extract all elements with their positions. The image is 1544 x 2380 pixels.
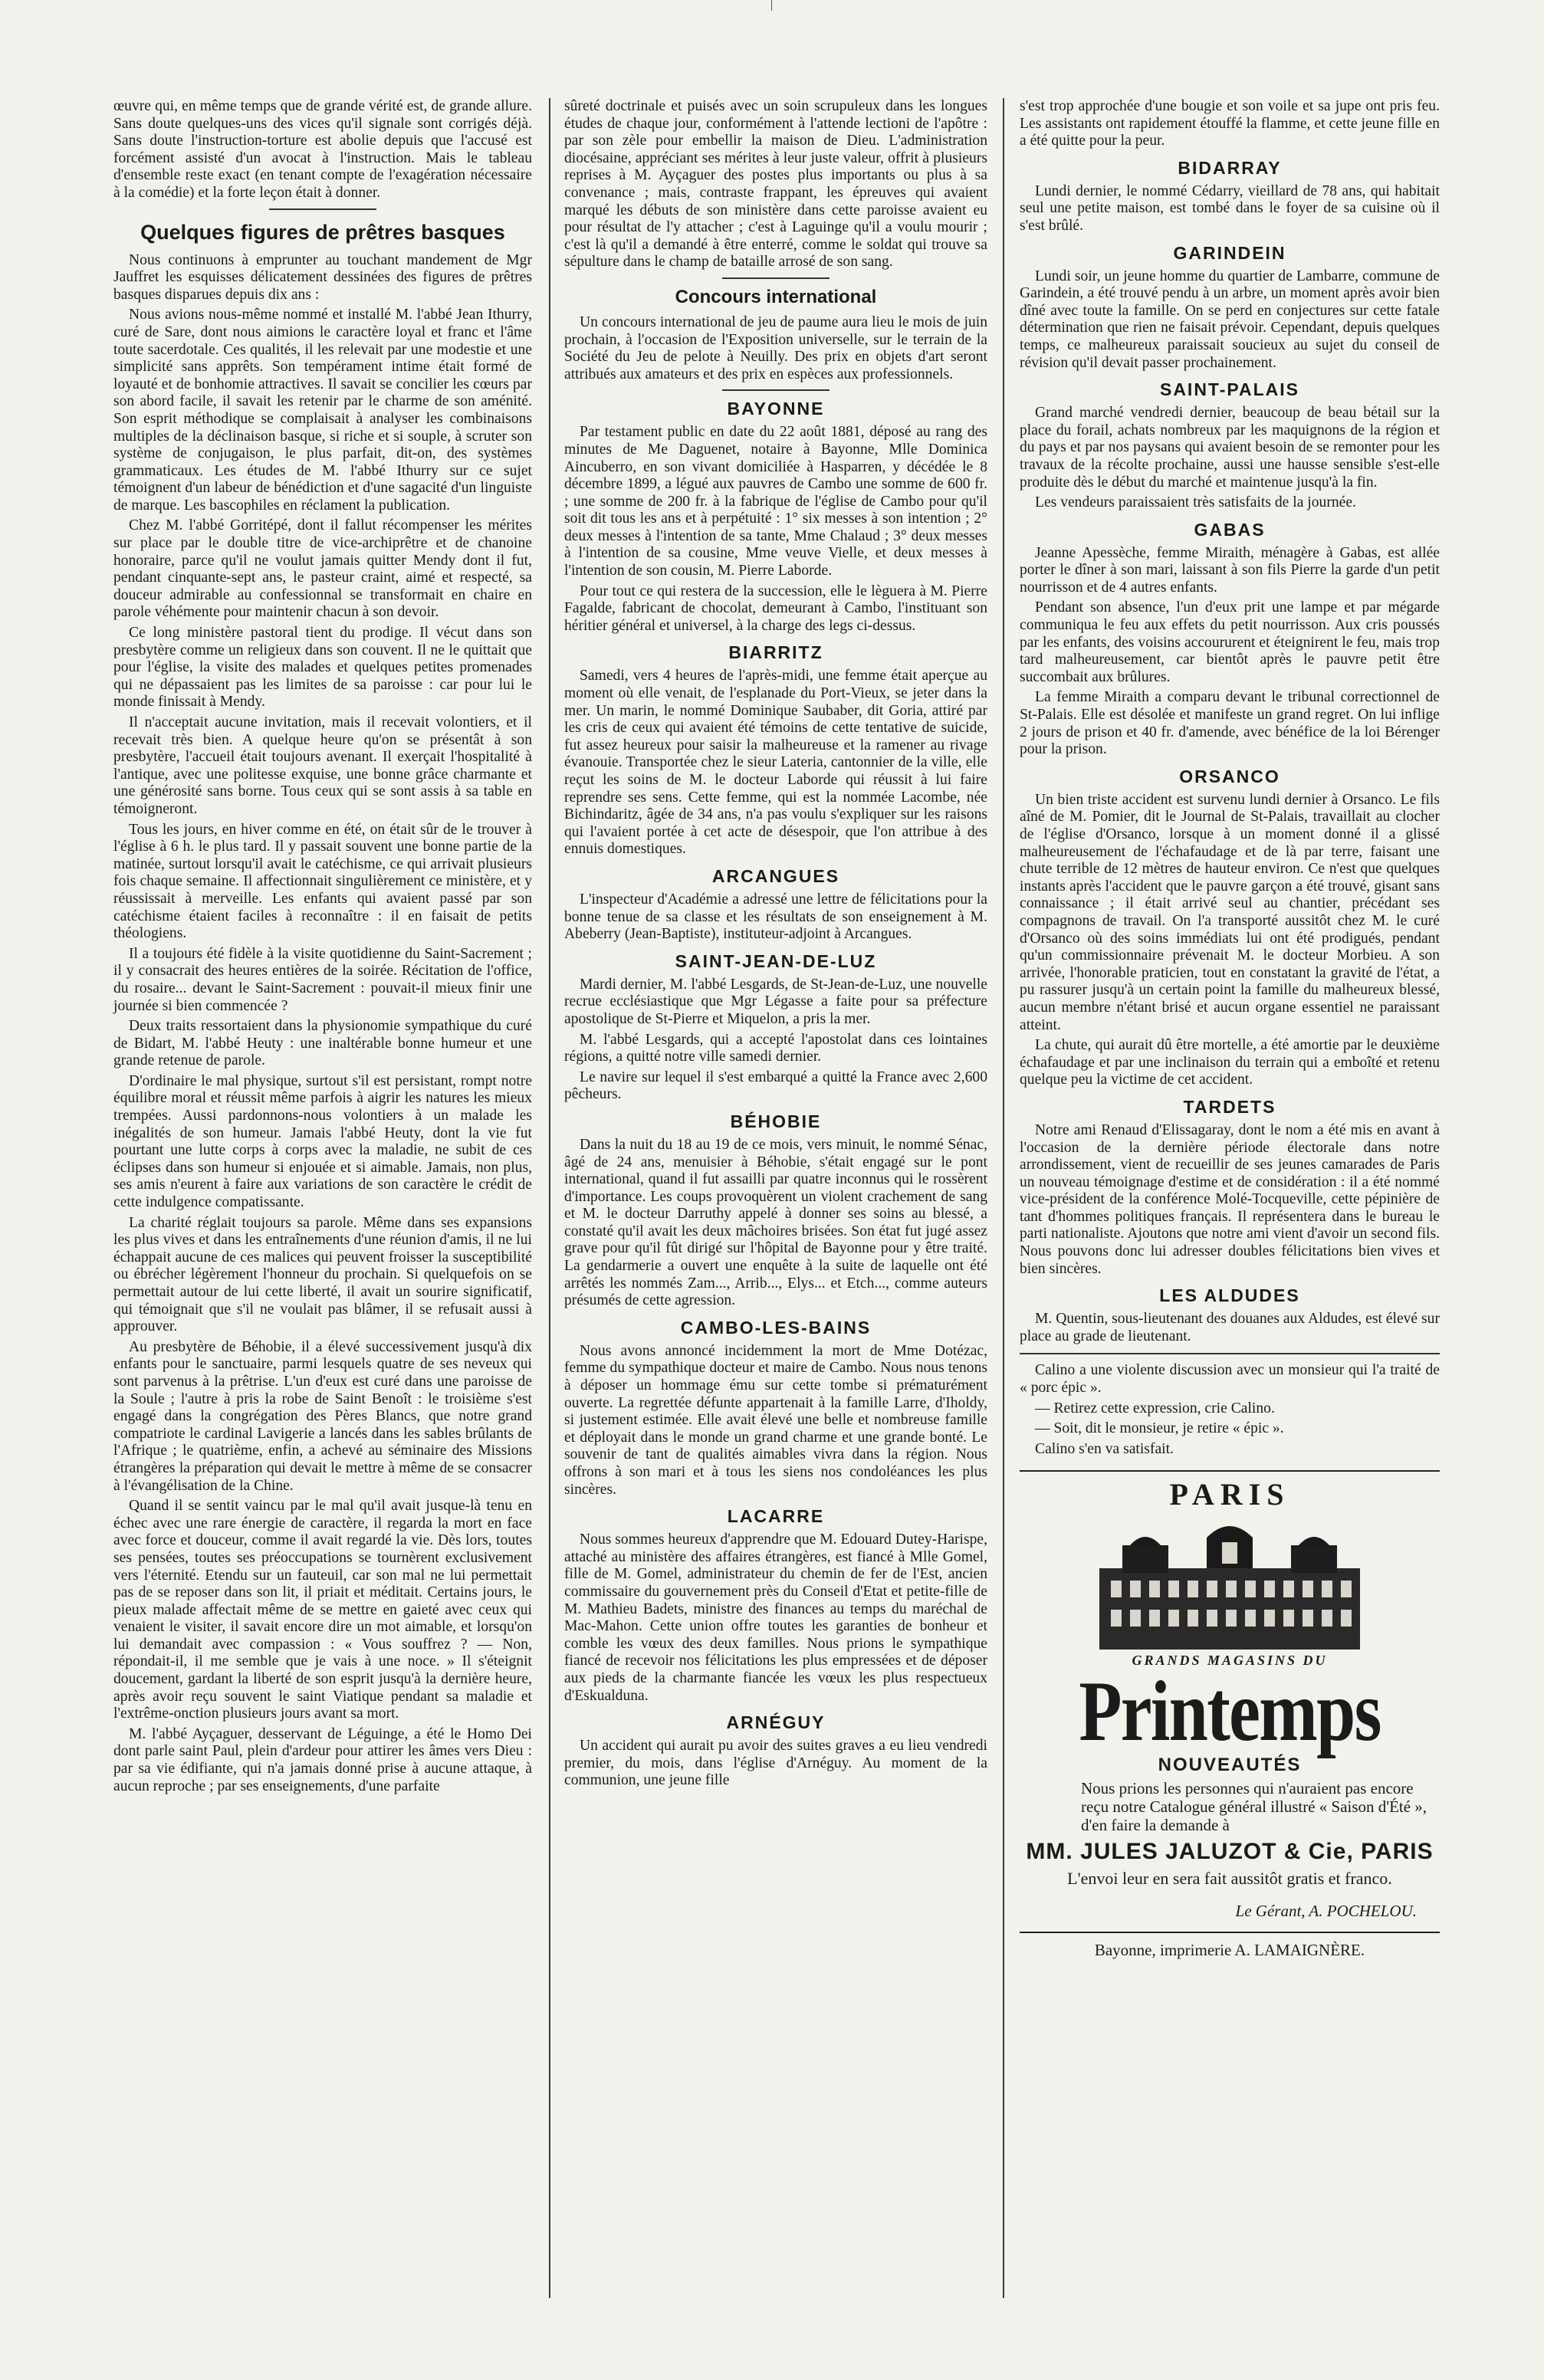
town-heading: SAINT-JEAN-DE-LUZ <box>675 950 877 971</box>
news-paragraph: Par testament public en date du 22 août 1881, déposé au rang des minutes de Me Daguenet, notaire à Bayonne, Mlle Dominica Aincuberro, en son vivant domiciliée à Hasparren, y décédée le 8 décembre 1899, a légué aux pauvres de Cambo une somme de 600 fr. ; une somme de 200 fr. à la fabrique de l'église de Cambo pour qu'il soit dit tous les ans et à perpétuité : 1° six messes à son intention ; 2° deux messes à l'intention de sa tante, Mme Chalaud ; 3° deux messes à l'intention de sa cousine, Mme veuve Vielle, et deux messes à l'intention de son cousin, M. Pierre Laborde. <box>564 424 987 579</box>
news-item <box>564 1712 987 1790</box>
ad-nouveautes: NOUVEAUTÉS <box>1158 1755 1302 1776</box>
town-heading: BIDARRAY <box>1178 157 1282 178</box>
town-heading: ARCANGUES <box>711 865 840 886</box>
column-2 <box>564 98 987 1793</box>
article-paragraph: Ce long ministère pastoral tient du prodige. Il vécut dans son presbytère comme un religieux dans son couvent. Il ne le quittait que pour l'église, la visite des malades et quelques petites promenades qui ne dépassaient pas les limites de sa paroisse : car pour lui le monde finissait à Mendy. <box>113 625 532 711</box>
town-heading: BAYONNE <box>727 399 825 419</box>
news-item <box>1020 158 1440 235</box>
concours-text: Un concours international de jeu de paume aura lieu le mois de juin prochain, à l'occasion de l'Exposition universelle, sur le terrain de la Société du Jeu de pelote à Neuilly. Des prix en objets d'art seront attribués aux amateurs et des prix en espèces aux professionnels. <box>564 314 987 382</box>
news-item <box>564 951 987 1104</box>
news-paragraph: Dans la nuit du 18 au 19 de ce mois, vers minuit, le nommé Sénac, âgé de 24 ans, menuisier à Béhobie, s'était engagé sur le pont international, quand il fut assailli par quatre inconnus qui le rossèrent d'importance. Les coups provoquèrent un violent crachement de sang et M. le docteur Darruthy appelé à donner ses soins au blessé, a constaté qu'il avait les deux mâchoires brisées. Son état fut jugé assez grave pour qu'il fût dirigé sur l'hôpital de Bayonne pour y être traité. La gendarmerie a ouvert une enquête à la suite de laquelle ont été arrêtés les nommés Zam..., Arrib..., Elys... et Etch..., comme auteurs présumés de cette agression. <box>564 1136 987 1309</box>
news-paragraph: La femme Miraith a comparu devant le tribunal correctionnel de St-Palais. Elle est désolée et manifeste un grand regret. On lui inflige 2 jours de prison et 40 fr. d'amende, avec bénéfice de la loi Bérenger pour la prison. <box>1020 689 1440 758</box>
news-item <box>1020 520 1440 759</box>
news-item <box>564 866 987 944</box>
news-item <box>1020 379 1440 512</box>
printemps-advertisement <box>1020 1470 1440 1888</box>
gerant-signature: Le Gérant, A. POCHELOU. <box>1235 1902 1417 1921</box>
news-paragraph: Pour tout ce qui restera de la succession, elle le lèguera à M. Pierre Fagalde, fabricant de chocolat, demeurant à Cambo, l'instituant son héritier général et universel, à la charge des legs ci-dessus. <box>564 583 987 634</box>
news-paragraph: L'inspecteur d'Académie a adressé une lettre de félicitations pour la bonne tenue de sa classe et les résultats de son enseignement à M. Abeberry (Jean-Baptiste), instituteur-adjoint à Arcangues. <box>564 891 987 943</box>
ad-store-name: Printemps <box>1079 1664 1381 1760</box>
news-item <box>1020 1285 1440 1345</box>
article-paragraph: La charité réglait toujours sa parole. Même dans ses expansions les plus vives et dans les entraînements d'une réunion d'amis, il ne lui échappait aucune de ces malices qui peuvent froisser la susceptibilité ou ébrécher légèrement l'honneur du prochain. Si quelquefois on se permettait autour de lui cette liberté, il avait un sourire significatif, qui témoignait que s'il ne voulait pas blâmer, il se refusait aussi à approuver. <box>113 1214 532 1335</box>
article-paragraph: Tous les jours, en hiver comme en été, on était sûr de le trouver à l'église à 6 h. le plus tard. Il y passait souvent une bonne partie de la matinée, surtout lorsqu'il avait le catéchisme, ce qui arrivait plusieurs fois chaque semaine. Il affectionnait singulièrement ce ministère, et y réussissait à merveille. Les enfants qui avaient passé par son catéchisme étaient faciles à reconnaître : il en faisait de petits théologiens. <box>113 821 532 942</box>
article-paragraph: Quand il se sentit vaincu par le mal qu'il avait jusque-là tenu en échec avec une rare énergie de caractère, il regarda la mort en face avec force et douceur, comme il avait regardé la vie. Dès lors, toutes ses pensées, toutes ses préoccupations se tournèrent exclusivement vers l'éternité. Etendu sur un fauteuil, car son mal ne lui permettait pas de se reposer dans son lit, il priait et méditait. Certains jours, le pieux malade affectait même de se mettre en gaieté avec ceux qui venaient le visiter, il savait encore dire un mot aimable, et lorsqu'on lui demandait avec compassion : « Vous souffrez ? — Non, répondait-il, il me semble que je vais à une noce. » Il s'éteignit doucement, gardant la liberté de son esprit jusqu'à la dernière heure, après avoir reçu souvent le saint Viatique pendant sa maladie et l'extrême-onction plusieurs jours avant sa mort. <box>113 1498 532 1722</box>
article-paragraph: D'ordinaire le mal physique, surtout s'il est persistant, rompt notre équilibre moral et réussit même parfois à aigrir les natures les mieux trempées. Aussi pardonnons-nous volontiers à un malade les inégalités de son humeur. Jamais l'abbé Heuty, dont la vie fut pourtant une lutte corps à corps avec la maladie, ne subit de ces éclipses dans son humeur si enjouée et si aimable. Jamais, non plus, ses amis n'eurent à faire aux variations de son caractère le crédit de cette indulgence compatissante. <box>113 1072 532 1211</box>
news-item <box>564 1318 987 1499</box>
news-paragraph: M. Quentin, sous-lieutenant des douanes aux Aldudes, est élevé sur place au grade de lieutenant. <box>1020 1311 1440 1344</box>
article-paragraph: Il a toujours été fidèle à la visite quotidienne du Saint-Sacrement ; il y consacrait des heures entières de la soirée. Récitation de l'office, du rosaire... devant le Saint-Sacrement : pouvait-il mieux finir une journée si bien commencée ? <box>113 945 532 1014</box>
separator <box>1020 1353 1440 1354</box>
news-paragraph: Nous avons annoncé incidemment la mort de Mme Dotézac, femme du sympathique docteur et maire de Cambo. Nous nous tenons à déposer un hommage ému sur cette tombe si prématurément ouverte. La regrettée défunte appartenait à la famille Larre, d'Iholdy, si justement estimée. Elle avait élevé une belle et nombreuse famille et déployait dans le monde un grand charme et une grande bonté. Le souvenir de tant de qualités aimables vivra dans la région. Nous offrons à son mari et à tous les siens nos condoléances les plus sincères. <box>564 1342 987 1498</box>
column-3 <box>1020 98 1440 1960</box>
town-heading: SAINT-PALAIS <box>1159 379 1300 400</box>
ad-grands-magasins: GRANDS MAGASINS DU <box>1132 1653 1328 1669</box>
news-item <box>1020 767 1440 1089</box>
article-paragraph: Nous continuons à emprunter au touchant mandement de Mgr Jauffret les esquisses délicatement dessinées des figures de prêtres basques disparues depuis dix ans : <box>113 251 532 303</box>
town-heading: BÉHOBIE <box>730 1111 822 1131</box>
separator <box>722 389 829 391</box>
article-paragraph: Au presbytère de Béhobie, il a élevé successivement jusqu'à dix enfants pour le sanctuaire, parmi lesquels quatre de ses neveux qui sont parvenus à la prêtrise. L'un d'eux est curé dans une paroisse de la Soule ; l'autre à pris la robe de Saint Benoît : le troisième s'est engagé dans la congrégation des Pères Blancs, que notre grand compatriote le cardinal Lavigerie a lancés dans les sables brûlants de l'Afrique ; le quatrième, enfin, a achevé au séminaire des Missions étrangères la préparation qui devait le mettre à même de se consacrer à l'évangélisation de la Chine. <box>113 1338 532 1494</box>
column-rule-1 <box>549 98 550 2298</box>
article-paragraph: Nous avions nous-même nommé et installé M. l'abbé Jean Ithurry, curé de Sare, dont nous aimions le caractère loyal et franc et l'âme toute sacerdotale. Ces qualités, il les relevait par une modestie et une simplicité sans apprêts. Son tempérament intime était formé de loyauté et de bonhomie attractives. Il savait se concilier les cœurs par son abord facile, il savait les retenir par le charme de son aménité. Son esprit méthodique se complaisait à analyser les combinaisons multiples de la déclinaison basque, si riche et si souple, à scruter son système de conjugaison, le plus parfait, dit-on, des systèmes grammaticaux. Les études de M. l'abbé Ithurry sur ce sujet témoignent d'un labeur de bénédiction et d'une sagacité d'un linguiste de marque. Les bascophiles en réclament la publication. <box>113 307 532 514</box>
column2-intro: sûreté doctrinale et puisés avec un soin scrupuleux dans les longues études de chaque jour, conformément à l'attende lectioni de l'apôtre : par son zèle pour embellir la maison de Dieu. L'administration diocésaine, appréciant ses mérites à leur juste valeur, offrit à plusieurs reprises à M. Ayçaguer des postes plus importants ou plus à sa convenance ; mais, contraste frappant, les épreuves qui avaient marqué les débuts de son ministère dans cette paroisse avaient eu pour résultat de l'y attacher ; c'est à Laguinge qu'il a voulu mourir ; c'est là qu'il a demandé à être enterré, comme le soldat qui trouve sa sépulture dans le champ de bataille arrosé de son sang. <box>564 98 987 271</box>
news-paragraph: Mardi dernier, M. l'abbé Lesgards, de St-Jean-de-Luz, une nouvelle recrue ecclésiastique que Mgr Légasse a faite pour sa préfecture apostolique de St-Pierre et Miquelon, a pris la mer. <box>564 976 987 1027</box>
news-paragraph: Un bien triste accident est survenu lundi dernier à Orsanco. Le fils aîné de M. Pomier, dit le Journal de St-Palais, travaillait au clocher de l'église d'Orsanco, lorsque à un moment donné il a glissé malheureusement de l'échafaudage et de là par terre, faisant une chute terrible de 12 mètres de hauteur environ. Ce n'est que quelques instants après l'accident que le pauvre garçon a été trouvé, gisant sans connaissance ; il était arrivé seul au chantier, précédant ses compagnons de travail. On l'a transporté aussitôt chez M. le curé d'Orsanco où des soins immédiats lui ont été prodigués, pendant qu'un commissionnaire prévenait M. le docteur Morbieu. A son arrivée, l'honorable praticien, tout en constatant la gravité de l'état, a pu rassurer jusqu'à un certain point la famille du malheureux blessé, aucun membre n'étant brisé et aucun organe essentiel ne paraissant atteint. <box>1020 791 1440 1033</box>
news-paragraph: Samedi, vers 4 heures de l'après-midi, une femme était aperçue au moment où elle venait, de l'esplanade du Port-Vieux, se jeter dans la mer. Un marin, le nommé Dominique Saubaber, dit Goria, attiré par les cris de ceux qui avaient été témoins de cette tentative de suicide, fut assez heureux pour saisir la malheureuse et la ramener au rivage évanouie. Transportée chez le sieur Lateria, cantonnier de la ville, elle reçut les soins de M. le docteur Laborde qui réussit à lui faire reprendre ses sens. Cette femme, qui est la nommée Lacombe, née Bichindaritz, âgée de 34 ans, n'a pas voulu s'expliquer sur les raisons qui l'avaient portée à cet acte de désespoir, que l'on attribue à des ennuis domestiques. <box>564 668 987 858</box>
news-paragraph: Lundi soir, un jeune homme du quartier de Lambarre, commune de Garindein, a été trouvé pendu à un arbre, un moment après avoir bien dîné avec toute la famille. On se perd en conjectures sur cette fatale détermination que rien ne faisait prévoir. Cependant, depuis quelques temps, ce malheureux paraissait soucieux au sujet du conseil de révision qu'il devait passer prochainement. <box>1020 268 1440 371</box>
news-item <box>564 1506 987 1705</box>
news-paragraph: Lundi dernier, le nommé Cédarry, vieillard de 78 ans, qui habitait seul une petite maison, est tombé dans le foyer de sa cuisine où il s'est brûlé. <box>1020 182 1440 234</box>
ad-body-text: Nous prions les personnes qui n'auraient pas encore reçu notre Catalogue général illustré « Saison d'Été », d'en faire la demande à <box>1081 1779 1427 1835</box>
ad-city: PARIS <box>1169 1477 1290 1512</box>
news-paragraph: Pendant son absence, l'un d'eux prit une lampe et par mégarde communiqua le feu aux effets du petit nourrisson. Aux cris poussés par les enfants, des voisins accoururent et éteignirent le feu, mais trop tard malheureusement, car bientôt après le pauvre petit être succombait aux brûlures. <box>1020 599 1440 685</box>
news-paragraph: Les vendeurs paraissaient très satisfaits de la journée. <box>1035 494 1356 511</box>
news-paragraph: La chute, qui aurait dû être mortelle, a été amortie par le deuxième échafaudage et par une inclinaison du terrain qui a emboîté et retenu quelque peu la victime de cet accident. <box>1020 1037 1440 1088</box>
ad-envoi-text: L'envoi leur en sera fait aussitôt gratis et franco. <box>1067 1869 1392 1889</box>
town-heading: TARDETS <box>1183 1096 1276 1117</box>
joke-line: Calino s'en va satisfait. <box>1035 1440 1174 1457</box>
town-heading: GABAS <box>1194 519 1266 540</box>
local-news <box>1020 158 1440 1346</box>
article-body <box>113 252 532 1796</box>
news-paragraph: Jeanne Apessèche, femme Miraith, ménagère à Gabas, est allée porter le dîner à son mari, laissant à son fils Pierre la garde d'un petit nourrisson et de 4 autres enfants. <box>1020 544 1440 596</box>
column-1 <box>113 98 532 1798</box>
news-paragraph: Grand marché vendredi dernier, beaucoup de beau bétail sur la place du forail, achats nombreux par les maquignons de la région et du pays et par nos paysans qui avaient besoin de se remonter pour les travaux de la récolte prochaine, aussi une hausse sensible s'est-elle produite dès le début du marché et maintenue jusqu'à la fin. <box>1020 405 1440 491</box>
column1-intro: œuvre qui, en même temps que de grande vérité est, de grande allure. Sans doute quelques-uns des vices qu'il signale sont corrigés déjà. Sans doute l'instruction-torture est abolie depuis que l'accusé est forcément assisté d'un avocat à l'instruction. Mais le tableau d'ensemble reste exact (en tenant compte de l'exagération nécessaire à la comédie) et la forte leçon était à donner. <box>113 98 532 201</box>
town-heading: LES ALDUDES <box>1159 1285 1300 1306</box>
town-heading: ARNÉGUY <box>726 1712 826 1733</box>
news-paragraph: Nous sommes heureux d'apprendre que M. Edouard Dutey-Harispe, attaché au ministère des affaires étrangères, est fiancé à Mlle Gomel, fille de M. Gomel, administrateur du chemin de fer de l'Est, ancien commissaire du gouvernement près du Conseil d'Etat et petite-fille de M. Mathieu Badets, ministre des finances au temps du maréchal de Mac-Mahon. Cette union offre toutes les garanties de bonheur et comble les vœux des deux familles. Nous prions le sympathique fiancé de recevoir nos félicitations les plus empressées et de déposer aux pieds de la charmante fiancée les vœux les plus respectueux d'Eskualduna. <box>564 1531 987 1704</box>
local-news <box>564 399 987 1790</box>
separator <box>269 208 376 210</box>
column3-intro: s'est trop approchée d'une bougie et son voile et sa jupe ont pris feu. Les assistants ont rapidement étouffé la flamme, et cette jeune fille en a été quitte pour la peur. <box>1020 98 1440 149</box>
news-paragraph: M. l'abbé Lesgards, qui a accepté l'apostolat dans ces lointaines régions, a quitté notre ville samedi dernier. <box>564 1031 987 1065</box>
calino-joke <box>1020 1362 1440 1458</box>
town-heading: LACARRE <box>727 1506 825 1527</box>
joke-line: — Soit, dit le monsieur, je retire « épic ». <box>1035 1420 1284 1437</box>
article-paragraph: M. l'abbé Ayçaguer, desservant de Léguinge, a été le Homo Dei dont parle saint Paul, plein d'ardeur pour attirer les âmes vers Dieu : par sa vie édifiante, qui n'a jamais donné prise à aucune attaque, à aucun reproche ; par ses enseignements, d'une parfaite <box>113 1725 532 1794</box>
department-store-illustration <box>1076 1515 1383 1650</box>
separator <box>722 277 829 279</box>
news-item <box>564 642 987 858</box>
news-item <box>564 1111 987 1310</box>
article-paragraph: Il n'acceptait aucune invitation, mais il recevait volontiers, et il recevait très bien. A quelque heure qu'on se présentât à son presbytère, l'accueil était toujours avenant. Il exerçait l'hospitalité à l'antique, avec une politesse exquise, une bonne grâce charmante et une générosité sans borne. Tous ceux qui se sont assis à sa table en témoigneront. <box>113 714 532 817</box>
news-paragraph: Le navire sur lequel il s'est embarqué a quitté la France avec 2,600 pêcheurs. <box>564 1069 987 1103</box>
town-heading: ORSANCO <box>1179 766 1280 786</box>
news-paragraph: Un accident qui aurait pu avoir des suites graves a eu lieu vendredi premier, du mois, dans l'église d'Arnéguy. Au moment de la communion, une jeune fille <box>564 1738 987 1789</box>
ad-firm-name: MM. JULES JALUZOT & Cie, PARIS <box>1026 1839 1434 1865</box>
town-heading: CAMBO-LES-BAINS <box>680 1317 872 1338</box>
town-heading: BIARRITZ <box>728 642 823 663</box>
printer-credit: Bayonne, imprimerie A. LAMAIGNÈRE. <box>1020 1932 1440 1960</box>
column-rule-2 <box>1003 98 1004 2298</box>
concours-heading: Concours international <box>675 286 877 307</box>
joke-line: Calino a une violente discussion avec un monsieur qui l'a traité de « porc épic ». <box>1020 1362 1440 1397</box>
joke-line: — Retirez cette expression, crie Calino. <box>1035 1400 1275 1417</box>
news-paragraph: Notre ami Renaud d'Elissagaray, dont le nom a été mis en avant à l'occasion de la dernière période électorale dans notre arrondissement, vient de recueillir de ses jeunes camarades de Paris un nouveau témoignage d'estime et de considération : il a été nommé vice-président de la conférence Molé-Tocqueville, cette pépinière de tant d'hommes politiques français. Il représentera dans le bureau le parti nationaliste. Ajoutons que notre ami vient d'avoir un second fils. Nous pouvons donc lui adresser doubles félicitations bien vives et bien sincères. <box>1020 1121 1440 1277</box>
news-item <box>564 399 987 635</box>
news-item <box>1020 243 1440 373</box>
town-heading: GARINDEIN <box>1173 242 1286 263</box>
article-heading-pretres: Quelques figures de prêtres basques <box>140 220 505 244</box>
news-item <box>1020 1097 1440 1278</box>
fold-mark <box>771 0 772 11</box>
article-paragraph: Deux traits ressortaient dans la physionomie sympathique du curé de Bidart, M. l'abbé Heuty : une inaltérable bonne humeur et une grande retenue de parole. <box>113 1018 532 1069</box>
article-paragraph: Chez M. l'abbé Gorritépé, dont il fallut récompenser les mérites sur place par le double titre de vice-archiprêtre et de chanoine honoraire, parce qu'il ne voulut jamais quitter Mendy dont il fut, pendant cinquante-sept ans, le pasteur craint, aimé et respecté, sa douceur admirable au confessionnal se transformait en chaire en parole véhémente pour maintenir chacun à son devoir. <box>113 517 532 621</box>
